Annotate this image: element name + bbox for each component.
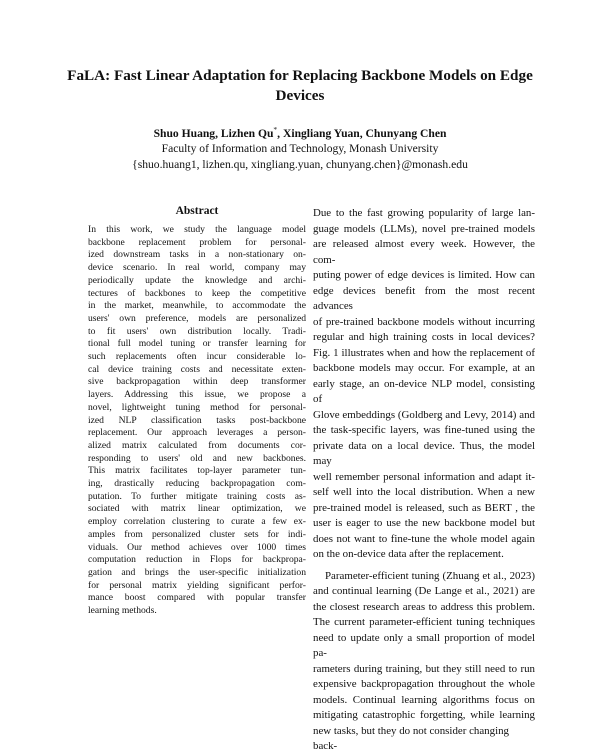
abstract-line: cal device training costs and necessitate exten- [88,363,306,375]
intro-line: private data on a local device. Thus, the model may [313,439,535,467]
corresponding-author-mark: * [273,125,278,134]
abstract-line: alized matrix calculated from documents cor- [88,439,306,451]
intro-line: pre-trained model is released, such as BERT , the [313,501,535,514]
author-names-part-2: , Xingliang Yuan, Chunyang Chen [277,126,447,140]
author-block [60,122,540,172]
abstract-line: amples from personalized cluster sets for indi- [88,528,306,540]
abstract-line: periodically update the knowledge and archi- [88,274,306,286]
abstract-line: gation and brings the user-specific initialization [88,566,306,578]
abstract-line: ized NLP classification tasks post-backbone [88,414,306,426]
abstract-line: in the market, meanwhile, to accommodate the [88,300,306,312]
abstract-line: sive backpropagation within deep transformer [88,376,306,388]
abstract-line: mance boost compared with popular transfer [88,592,306,604]
intro-line: self well into the local distribution. When a new [313,486,535,498]
intro-line: the closest research areas to address this problem. [313,600,535,613]
intro-line: are released almost every week. However, the com- [313,238,535,266]
author-names [60,122,540,141]
abstract-line: sociated with matrix linear optimization, we [88,503,306,515]
abstract-line: backbone replacement problem for personal- [88,236,306,248]
abstract-line: In this work, we study the language model [88,224,306,235]
abstract-line: employ correlation clustering to curate a few ex- [88,516,306,528]
intro-line: on the on-device data after the replacement. [313,548,504,560]
abstract-line: to fit users' own distribution locally. Tradi- [88,325,306,337]
intro-line: puting power of edge devices is limited. How can [313,269,535,281]
intro-line: guage models (LLMs), novel pre-trained models [313,222,535,235]
abstract-line: tectures of backbones to keep the competitive [88,287,306,299]
abstract-line: This matrix facilitates top-layer parameter tun- [88,465,306,477]
intro-line: well remember personal information and adapt it- [313,470,535,483]
intro-line: Glove embeddings (Goldberg and Levy, 2014) and [313,408,535,421]
abstract-line: such replacements often incur considerable lo- [88,351,306,363]
intro-line: need to update only a small proportion of model pa- [313,631,535,659]
affiliation: Faculty of Information and Technology, Monash University [161,142,439,156]
intro-line: rameters during training, but they still need to run [313,662,535,675]
abstract-line: users' own preference, models are personalized [88,312,306,324]
intro-line: new tasks, but they do not consider changing back- [313,724,509,752]
abstract-line: computation reduction in Flops for backpropa- [88,554,306,566]
abstract-line: for personal matrix yielding significant perfor- [88,579,306,591]
intro-column [313,206,535,755]
abstract-heading: Abstract [175,205,219,217]
intro-line: and continual learning (De Lange et al., 2021) are [313,585,535,597]
abstract-line: layers. Addressing this issue, we propose a [88,389,306,401]
intro-line: regular and high training costs in local devices? [313,331,535,343]
intro-paragraph-1 [313,206,535,563]
intro-paragraph-2 [313,569,535,755]
abstract-line: tional full model tuning or transfer learning for [88,338,306,350]
author-names-part-1: Shuo Huang, Lizhen Qu [153,126,274,140]
intro-line: the task-specific layers, was fine-tuned using the [313,424,535,436]
abstract-body [88,224,306,618]
abstract-line: ized downstream tasks in a non-stationary on- [88,249,306,261]
intro-line: expensive backpropagation throughout the whole [313,678,535,690]
intro-line: Parameter-efficient tuning (Zhuang et al., 2023) [325,569,535,582]
intro-line: backbone models may occur. For example, at an [313,362,535,374]
intro-line: early stage, an on-device NLP model, consisting of [313,377,535,405]
title-line-1: FaLA: Fast Linear Adaptation for Replacing Backbone Models on Edge [67,67,533,84]
intro-line: The current parameter-efficient tuning techniques [313,616,535,628]
abstract-line: viduals. Our method achieves over 1000 times [88,541,306,553]
abstract-line: ing, drastically reducing backpropagation com- [88,478,306,490]
abstract-line: learning methods. [88,605,157,617]
intro-line: edge devices benefit from the most recent advances [313,284,535,312]
intro-line: of pre-trained backbone models without incurring [313,315,535,328]
abstract-line: replacement. Our approach leverages a person- [88,427,306,439]
intro-line: mitigating catastrophic forgetting, while learning [313,709,535,721]
intro-line: does not want to fine-tune the whole model again [313,532,535,545]
intro-line: user is eager to use the new backbone model but [313,517,535,529]
intro-line: models. Continual learning algorithms focus on [313,693,535,706]
title-line-2: Devices [275,87,325,104]
intro-line: Fig. 1 illustrates when and how the replacement of [313,346,535,359]
abstract-line: novel, lightweight tuning method for personal- [88,401,306,413]
intro-line: Due to the fast growing popularity of large lan- [313,207,535,219]
abstract-line: device scenario. In real world, company may [88,262,306,274]
abstract-line: putation. To further mitigate training costs as- [88,490,306,502]
abstract-line: responding to users' old and new backbones. [88,452,306,464]
paper-title [60,66,540,106]
author-emails: {shuo.huang1, lizhen.qu, xingliang.yuan, chunyang.chen}@monash.edu [132,157,468,171]
